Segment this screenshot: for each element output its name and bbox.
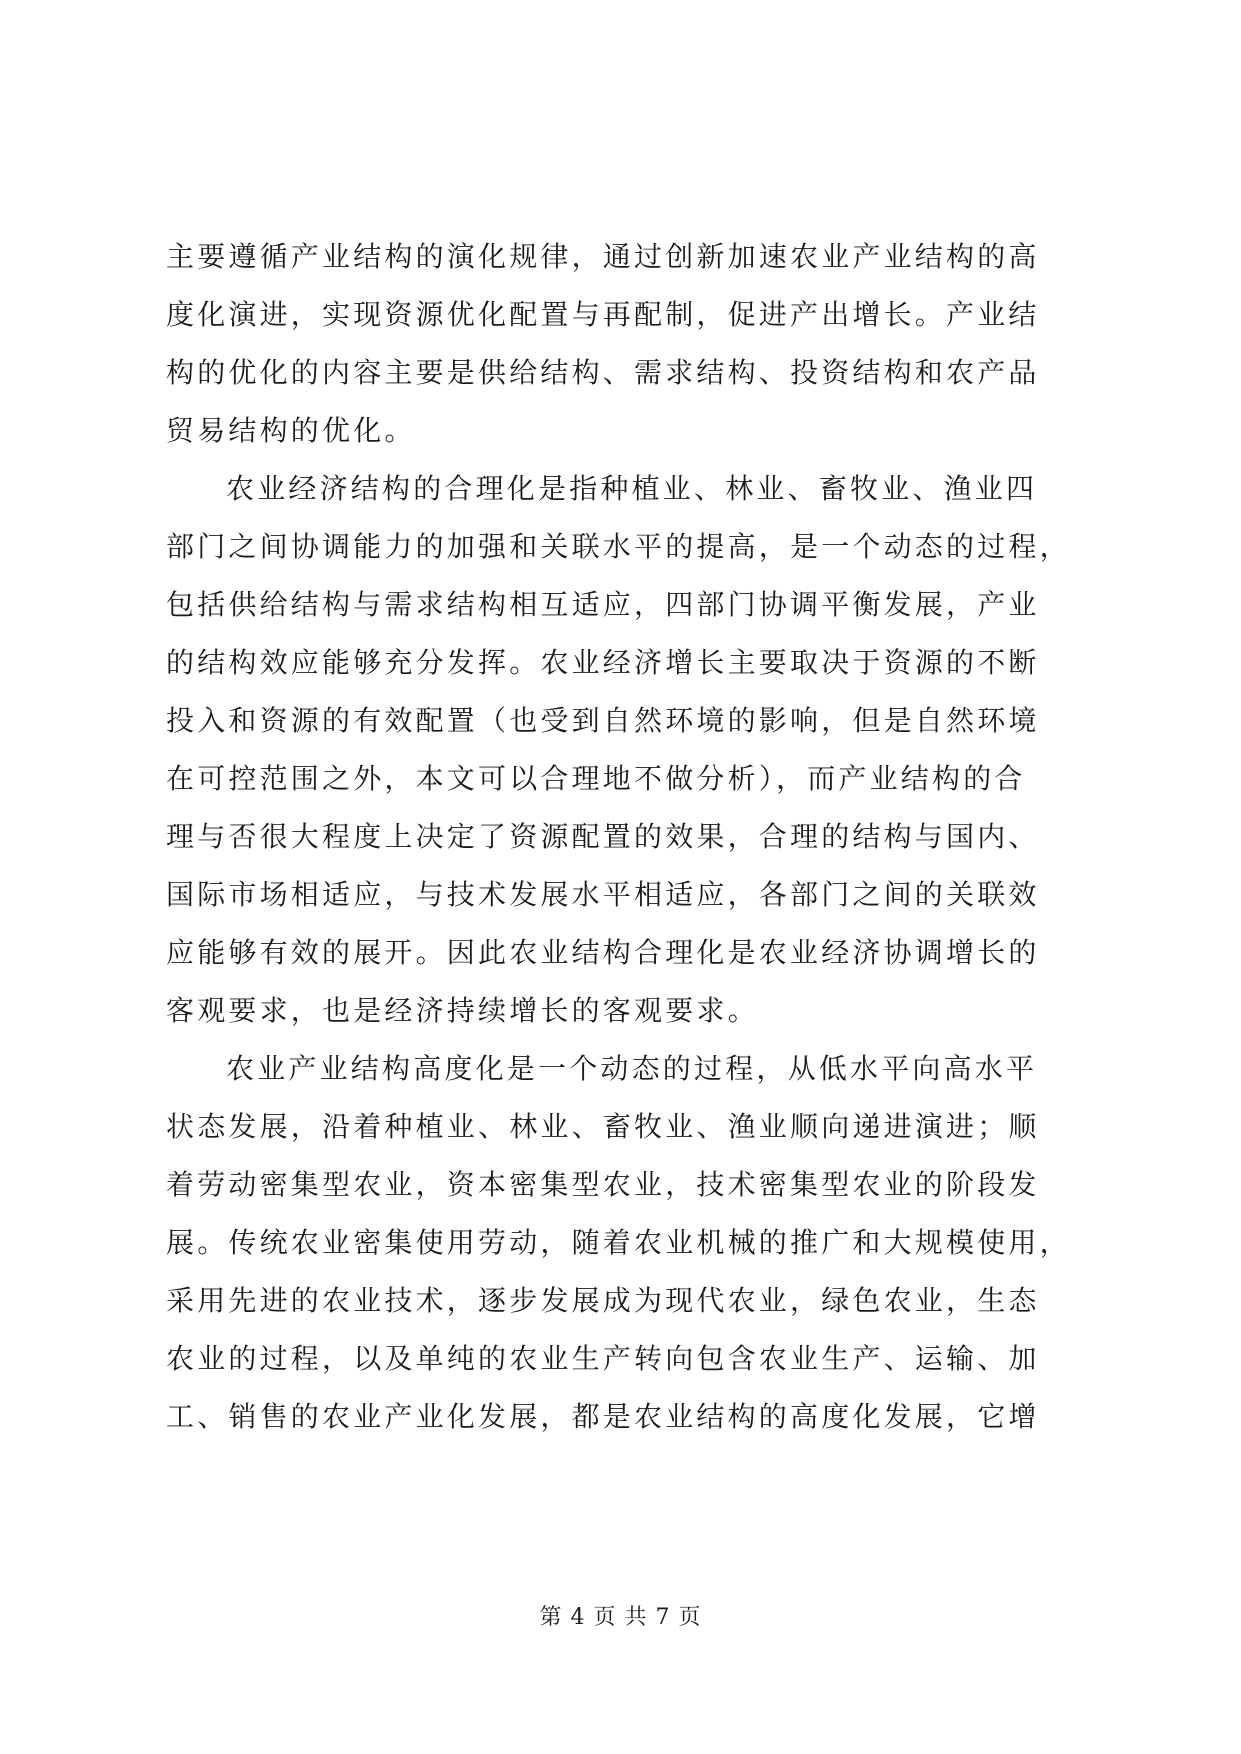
paragraph-2-line: 投入和资源的有效配置（也受到自然环境的影响，但是自然环境	[166, 704, 1040, 737]
body-text	[166, 228, 1086, 1446]
paragraph-2-line: 在可控范围之外，本文可以合理地不做分析），而产业结构的合	[166, 762, 1026, 795]
paragraph-1-line: 贸易结构的优化。	[166, 414, 416, 447]
paragraph-2-line: 理与否很大程度上决定了资源配置的效果，合理的结构与国内、	[166, 820, 1040, 853]
paragraph-2-line: 农业经济结构的合理化是指种植业、林业、畜牧业、渔业四	[226, 472, 1038, 505]
paragraph-1-line: 度化演进，实现资源优化配置与再配制，促进产出增长。产业结	[166, 298, 1040, 331]
paragraph-2-line: 客观要求，也是经济持续增长的客观要求。	[166, 994, 759, 1027]
paragraph-3-line: 着劳动密集型农业，资本密集型农业，技术密集型农业的阶段发	[166, 1168, 1040, 1201]
paragraph-3-line: 农业产业结构高度化是一个动态的过程，从低水平向高水平	[226, 1052, 1038, 1085]
paragraph-2-line: 包括供给结构与需求结构相互适应，四部门协调平衡发展，产业	[166, 588, 1040, 621]
paragraph-2-line: 的结构效应能够充分发挥。农业经济增长主要取决于资源的不断	[166, 646, 1040, 679]
page-number: 第 4 页 共 7 页	[539, 1605, 702, 1630]
paragraph-3-line: 状态发展，沿着种植业、林业、畜牧业、渔业顺向递进演进；顺	[166, 1110, 1040, 1143]
paragraph-1-line: 主要遵循产业结构的演化规律，通过创新加速农业产业结构的高	[166, 240, 1040, 273]
paragraph-2-line: 部门之间协调能力的加强和关联水平的提高，是一个动态的过程，	[166, 530, 1071, 563]
paragraph-3-line: 展。传统农业密集使用劳动，随着农业机械的推广和大规模使用，	[166, 1226, 1071, 1259]
paragraph-2-line: 应能够有效的展开。因此农业结构合理化是农业经济协调增长的	[166, 936, 1040, 969]
paragraph-1-line: 构的优化的内容主要是供给结构、需求结构、投资结构和农产品	[166, 356, 1040, 389]
paragraph-3-line: 农业的过程，以及单纯的农业生产转向包含农业生产、运输、加	[166, 1342, 1040, 1375]
paragraph-3-line: 采用先进的农业技术，逐步发展成为现代农业，绿色农业，生态	[166, 1284, 1040, 1317]
paragraph-2-line: 国际市场相适应，与技术发展水平相适应，各部门之间的关联效	[166, 878, 1040, 911]
paragraph-3-line: 工、销售的农业产业化发展，都是农业结构的高度化发展，它增	[166, 1400, 1040, 1433]
